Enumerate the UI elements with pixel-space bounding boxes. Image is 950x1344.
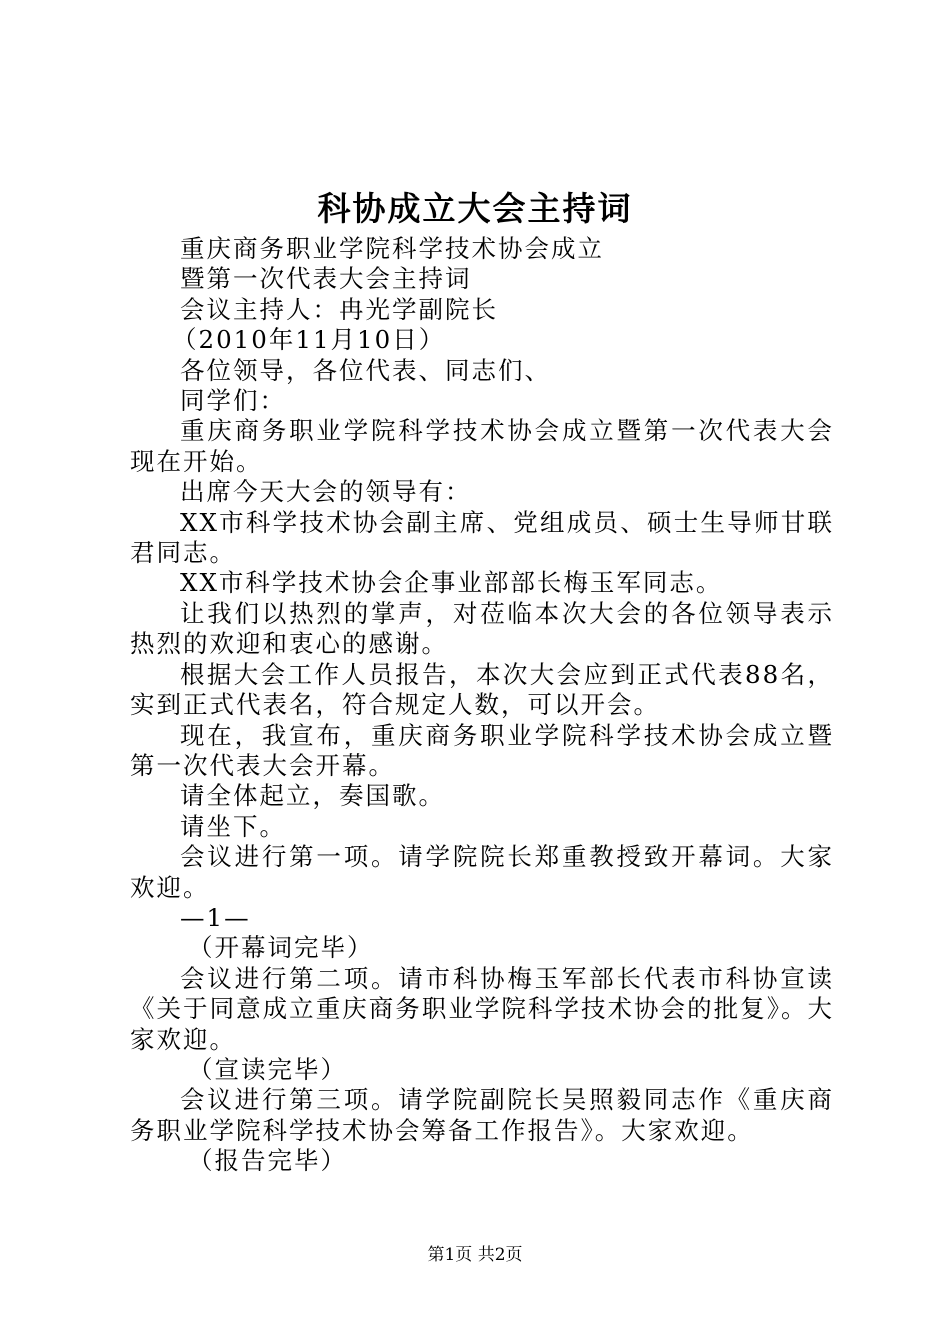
paragraph: 让我们以热烈的掌声，对莅临本次大会的各位领导表示热烈的欢迎和衷心的感谢。 xyxy=(130,598,834,659)
paragraph: 出席今天大会的领导有： xyxy=(180,477,472,507)
paragraph: XX市科学技术协会副主席、党组成员、硕士生导师甘联君同志。 xyxy=(130,507,834,568)
paragraph: 重庆商务职业学院科学技术协会成立 xyxy=(180,234,604,263)
paragraph: 暨第一次代表大会主持词 xyxy=(180,264,472,294)
document-body xyxy=(130,234,834,1177)
paragraph: 请全体起立，奏国歌。 xyxy=(180,781,445,811)
document-title: 科协成立大会主持词 xyxy=(317,189,633,228)
paragraph: 会议进行第一项。请学院院长郑重教授致开幕词。大家欢迎。 xyxy=(130,842,834,902)
paragraph: 根据大会工作人员报告，本次大会应到正式代表88名，实到正式代表名，符合规定人数，可以开会。 xyxy=(130,659,834,720)
paragraph: 会议进行第三项。请学院副院长吴照毅同志作《重庆商务职业学院科学技术协会筹备工作报告》。大家欢迎。 xyxy=(130,1085,834,1145)
paragraph: 同学们： xyxy=(180,386,286,416)
paragraph: 各位领导，各位代表、同志们、 xyxy=(180,355,551,385)
paragraph: （宣读完毕） xyxy=(188,1054,347,1084)
paragraph: 请坐下。 xyxy=(180,811,286,841)
page-number-marker: —1— xyxy=(180,902,251,932)
paragraph: 现在，我宣布，重庆商务职业学院科学技术协会成立暨第一次代表大会开幕。 xyxy=(130,720,834,780)
paragraph: （开幕词完毕） xyxy=(188,933,374,963)
paragraph: 会议进行第二项。请市科协梅玉军部长代表市科协宣读《关于同意成立重庆商务职业学院科学技术协会的批复》。大家欢迎。 xyxy=(130,963,834,1054)
paragraph: 会议主持人：冉光学副院长 xyxy=(180,294,498,324)
page-footer: 第1页 共2页 xyxy=(427,1245,523,1265)
paragraph: （2010年11月10日） xyxy=(172,325,446,355)
paragraph: （报告完毕） xyxy=(188,1146,347,1176)
paragraph: 重庆商务职业学院科学技术协会成立暨第一次代表大会现在开始。 xyxy=(130,416,834,476)
paragraph: XX市科学技术协会企事业部部长梅玉军同志。 xyxy=(180,568,723,598)
